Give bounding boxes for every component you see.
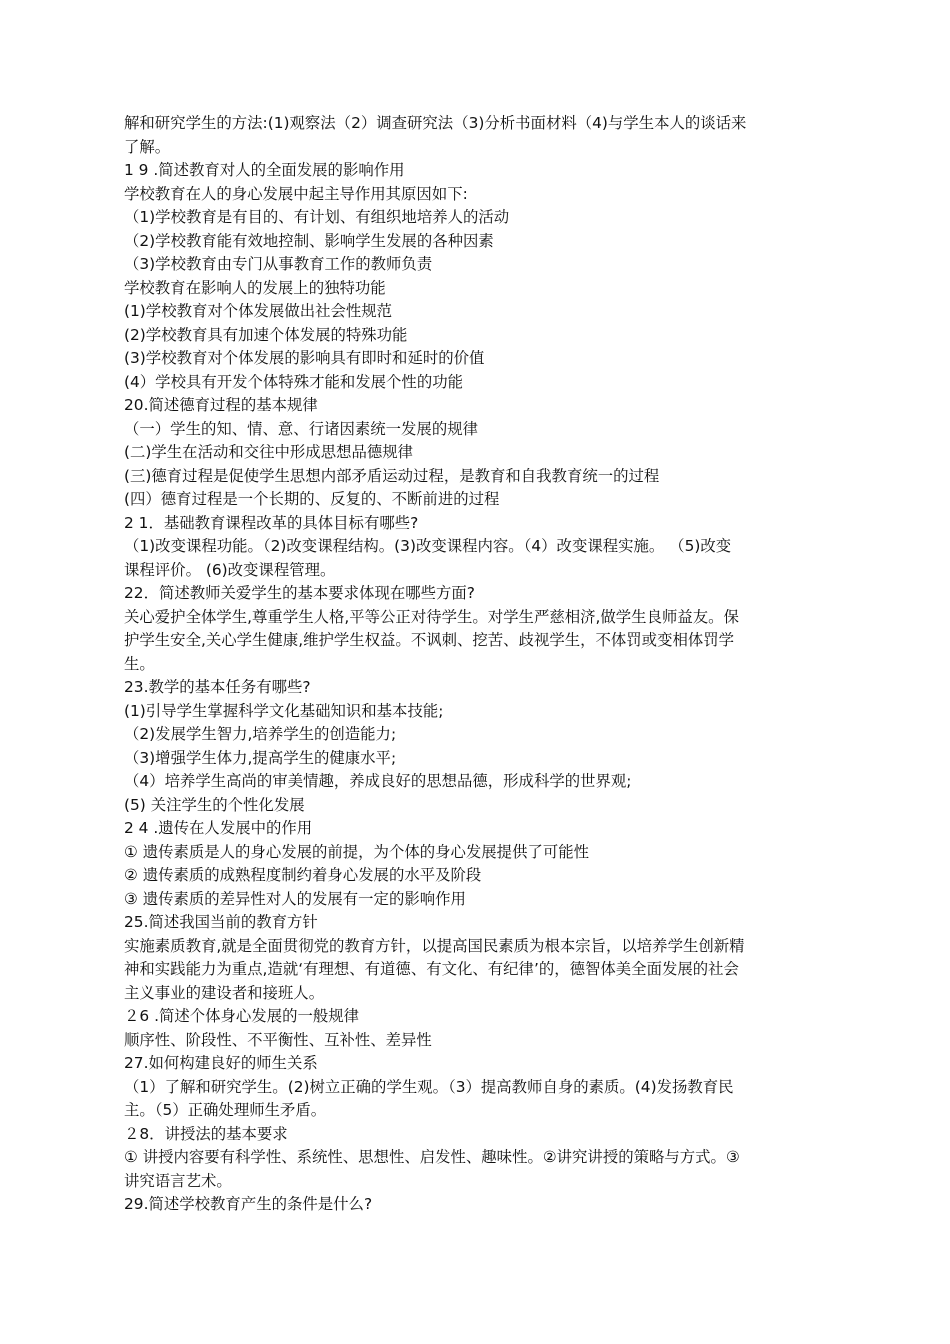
text-line: （1)改变课程功能。（2)改变课程结构。(3)改变课程内容。（4）改变课程实施。 （5)改变 [124, 537, 732, 555]
document-body [124, 112, 836, 1217]
text-line: 护学生安全,关心学生健康,维护学生权益。不讽刺、挖苦、歧视学生，不体罚或变相体罚学 [124, 631, 735, 649]
text-line: 主义事业的建设者和接班人。 [124, 983, 325, 1002]
text-line: 关心爱护全体学生,尊重学生人格,平等公正对待学生。对学生严慈相济,做学生良师益友。保 [124, 607, 739, 626]
text-line: (4）学校具有开发个体特殊才能和发展个性的功能 [124, 372, 463, 391]
text-line: 生。 [124, 654, 155, 673]
text-line: (1)引导学生掌握科学文化基础知识和基本技能; [124, 701, 444, 720]
text-line: (二)学生在活动和交往中形成思想品德规律 [124, 443, 414, 461]
text-line: (2)学校教育具有加速个体发展的特殊功能 [124, 325, 408, 344]
text-line: 学校教育在影响人的发展上的独特功能 [124, 278, 386, 297]
text-line: (四）德育过程是一个长期的、反复的、不断前进的过程 [124, 490, 500, 508]
text-line: （一）学生的知、情、意、行诸因素统一发展的规律 [124, 419, 478, 438]
text-line: ① 遗传素质是人的身心发展的前提，为个体的身心发展提供了可能性 [124, 842, 590, 861]
text-line: ① 讲授内容要有科学性、系统性、思想性、启发性、趣味性。②讲究讲授的策略与方式。③ [124, 1148, 740, 1166]
text-line: (1)学校教育对个体发展做出社会性规范 [124, 302, 393, 320]
text-line: (三)德育过程是促使学生思想内部矛盾运动过程，是教育和自我教育统一的过程 [124, 466, 660, 485]
section-heading-27: 27.如何构建良好的师生关系 [124, 1054, 318, 1072]
section-heading-24: 2 4 .遗传在人发展中的作用 [124, 819, 313, 837]
section-heading-22: 22．简述教师关爱学生的基本要求体现在哪些方面? [124, 584, 475, 602]
section-heading-21: 2 1．基础教育课程改革的具体目标有哪些? [124, 513, 419, 532]
text-line: （2)学校教育能有效地控制、影响学生发展的各种因素 [124, 231, 494, 250]
text-line: (3)学校教育对个体发展的影响具有即时和延时的价值 [124, 349, 485, 367]
text-line: （2)发展学生智力,培养学生的创造能力; [124, 725, 397, 743]
section-heading-20: 20.简述德育过程的基本规律 [124, 396, 318, 414]
text-line: 课程评价。 (6)改变课程管理。 [124, 560, 336, 579]
text-line: （3)增强学生体力,提高学生的健康水平; [124, 748, 397, 767]
section-heading-23: 23.教学的基本任务有哪些? [124, 678, 311, 696]
text-line: （3)学校教育由专门从事教育工作的教师负责 [124, 255, 433, 273]
section-heading-26: ２6 .简述个体身心发展的一般规律 [124, 1007, 360, 1025]
section-heading-25: 25.简述我国当前的教育方针 [124, 913, 318, 931]
text-line: 解和研究学生的方法:(1)观察法（2）调查研究法（3)分析书面材料（4)与学生本人的谈话来 [124, 114, 747, 132]
text-line: 学校教育在人的身心发展中起主导作用其原因如下: [124, 184, 468, 203]
section-heading-19: 1 9 .简述教育对人的全面发展的影响作用 [124, 161, 405, 179]
text-line: （4）培养学生高尚的审美情趣，养成良好的思想品德，形成科学的世界观; [124, 772, 632, 790]
text-line: 实施素质教育,就是全面贯彻党的教育方针，以提高国民素质为根本宗旨，以培养学生创新精 [124, 936, 745, 955]
text-line: ③ 遗传素质的差异性对人的发展有一定的影响作用 [124, 889, 466, 908]
text-line: (5) 关注学生的个性化发展 [124, 795, 305, 814]
text-line: 讲究语言艺术。 [124, 1171, 232, 1190]
section-heading-29: 29.简述学校教育产生的条件是什么? [124, 1195, 373, 1213]
text-line: （1)学校教育是有目的、有计划、有组织地培养人的活动 [124, 208, 510, 226]
text-line: 神和实践能力为重点,造就‘有理想、有道德、有文化、有纪律’的，德智体美全面发展的社会 [124, 960, 739, 978]
section-heading-28: ２8．讲授法的基本要求 [124, 1124, 288, 1143]
text-line: ② 遗传素质的成熟程度制约着身心发展的水平及阶段 [124, 866, 482, 884]
text-line: 主。（5）正确处理师生矛盾。 [124, 1101, 327, 1119]
text-line: （1）了解和研究学生。(2)树立正确的学生观。（3）提高教师自身的素质。(4)发扬教育民 [124, 1077, 734, 1096]
text-line: 了解。 [124, 137, 171, 156]
text-line: 顺序性、阶段性、不平衡性、互补性、差异性 [124, 1030, 432, 1049]
